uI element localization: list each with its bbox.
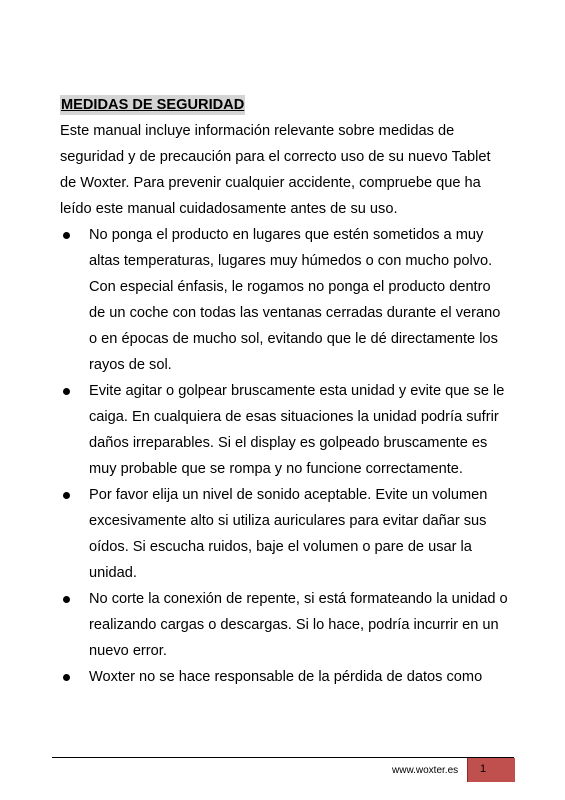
list-item-text: No ponga el producto en lugares que estén sometidos a muy altas temperaturas, lugares muy húmedos o con mucho polvo. Con especial énfasis, le rogamos no ponga el producto dentro de un coche con todas las ventanas cerradas durante el verano o en épocas de mucho sol, evitando que le dé directamente los rayos de sol. (89, 227, 501, 373)
list-item (60, 378, 510, 482)
bullet-icon (63, 388, 70, 395)
list-item-text: Evite agitar o golpear bruscamente esta unidad y evite que se le caiga. En cualquiera de esas situaciones la unidad podría sufrir daños irreparables. Si el display es golpeado bruscamente es muy probable que se rompa y no funcione correctamente. (89, 383, 505, 477)
bullet-icon (63, 596, 70, 603)
bullet-icon (63, 232, 70, 239)
page-content (60, 92, 510, 690)
section-heading: MEDIDAS DE SEGURIDAD (61, 97, 245, 113)
list-item (60, 664, 510, 690)
list-item-text: No corte la conexión de repente, si está formateando la unidad o realizando cargas o descargas. Si lo hace, podría incurrir en un nuevo error. (89, 591, 508, 659)
list-item-text: Woxter no se hace responsable de la pérdida de datos como (89, 669, 483, 685)
list-item-text: Por favor elija un nivel de sonido aceptable. Evite un volumen excesivamente alto si utiliza auriculares para evitar dañar sus oídos. Si escucha ruidos, baje el volumen o pare de usar la unidad. (89, 487, 488, 581)
list-item (60, 222, 510, 378)
safety-list (60, 222, 510, 690)
intro-paragraph: Este manual incluye información relevante sobre medidas de seguridad y de precaución para el correcto uso de su nuevo Tablet de Woxter. Para prevenir cualquier accidente, compruebe que ha leído este manual cuidadosamente antes de su uso. (60, 123, 491, 217)
list-item (60, 482, 510, 586)
list-item (60, 586, 510, 664)
page-number-box (467, 758, 515, 782)
footer-divider (52, 757, 514, 758)
page-number: 1 (480, 763, 487, 775)
footer-url: www.woxter.es (392, 765, 459, 776)
bullet-icon (63, 492, 70, 499)
bullet-icon (63, 674, 70, 681)
